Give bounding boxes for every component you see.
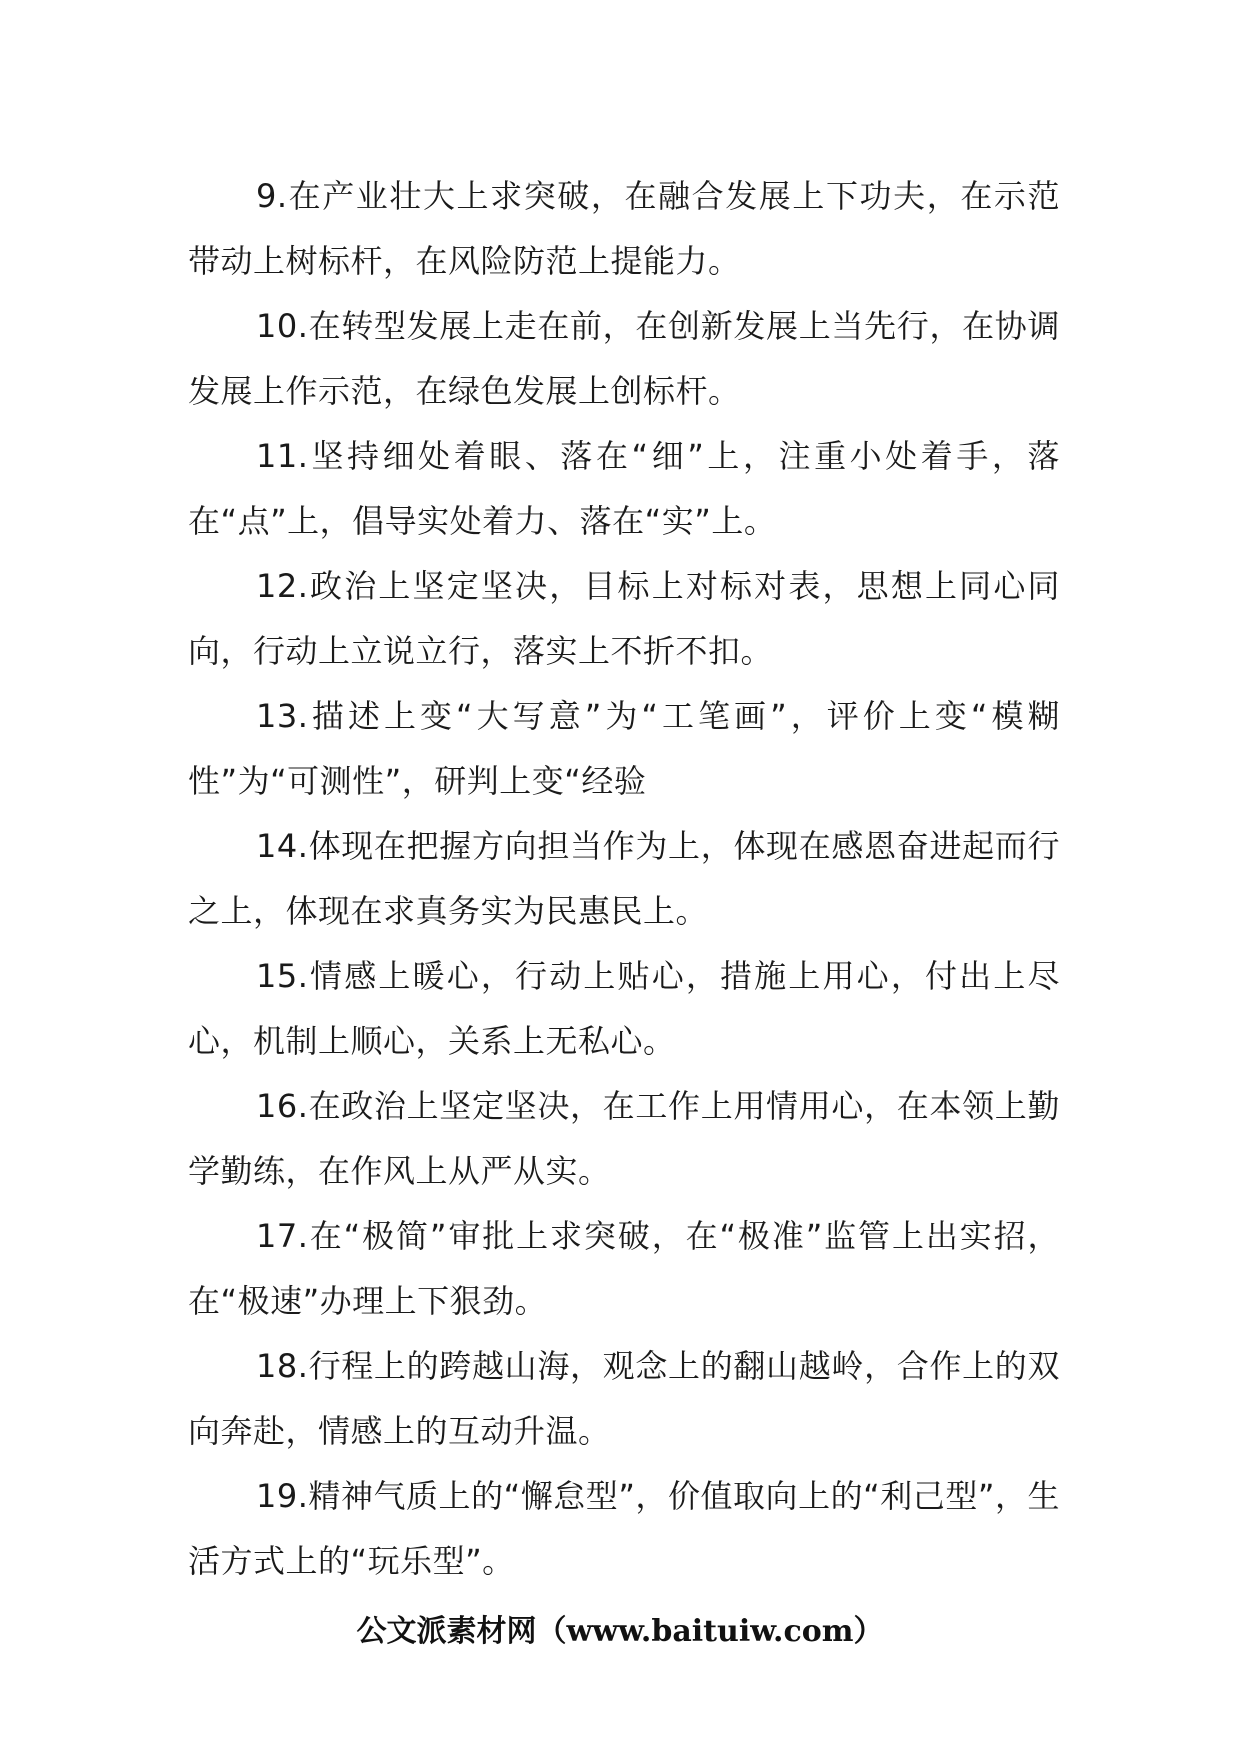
paragraph-19: 19.精神气质上的“懈怠型”，价值取向上的“利己型”，生活方式上的“玩乐型”。 — [188, 1477, 1060, 1580]
paragraph-13: 13.描述上变“大写意”为“工笔画”，评价上变“模糊性”为“可测性”，研判上变“经验 — [188, 697, 1060, 800]
paragraph-16: 16.在政治上坚定坚决，在工作上用情用心，在本领上勤学勤练，在作风上从严从实。 — [188, 1087, 1060, 1190]
paragraph-15: 15.情感上暖心，行动上贴心，措施上用心，付出上尽心，机制上顺心，关系上无私心。 — [188, 957, 1060, 1060]
page-footer: 公文派素材网（www.baituiw.com） — [356, 1614, 884, 1649]
paragraph-18: 18.行程上的跨越山海，观念上的翻山越岭，合作上的双向奔赴，情感上的互动升温。 — [188, 1347, 1060, 1450]
paragraph-9: 9.在产业壮大上求突破，在融合发展上下功夫，在示范带动上树标杆，在风险防范上提能力。 — [188, 177, 1060, 280]
paragraph-11: 11.坚持细处着眼、落在“细”上，注重小处着手，落在“点”上，倡导实处着力、落在“实”上。 — [188, 437, 1060, 540]
paragraph-12: 12.政治上坚定坚决，目标上对标对表，思想上同心同向，行动上立说立行，落实上不折不扣。 — [188, 567, 1060, 670]
paragraph-14: 14.体现在把握方向担当作为上，体现在感恩奋进起而行之上，体现在求真务实为民惠民上。 — [188, 827, 1060, 930]
paragraph-10: 10.在转型发展上走在前，在创新发展上当先行，在协调发展上作示范，在绿色发展上创标杆。 — [188, 307, 1060, 410]
paragraph-17: 17.在“极简”审批上求突破，在“极准”监管上出实招，在“极速”办理上下狠劲。 — [188, 1217, 1060, 1320]
document-body — [188, 164, 1060, 1594]
